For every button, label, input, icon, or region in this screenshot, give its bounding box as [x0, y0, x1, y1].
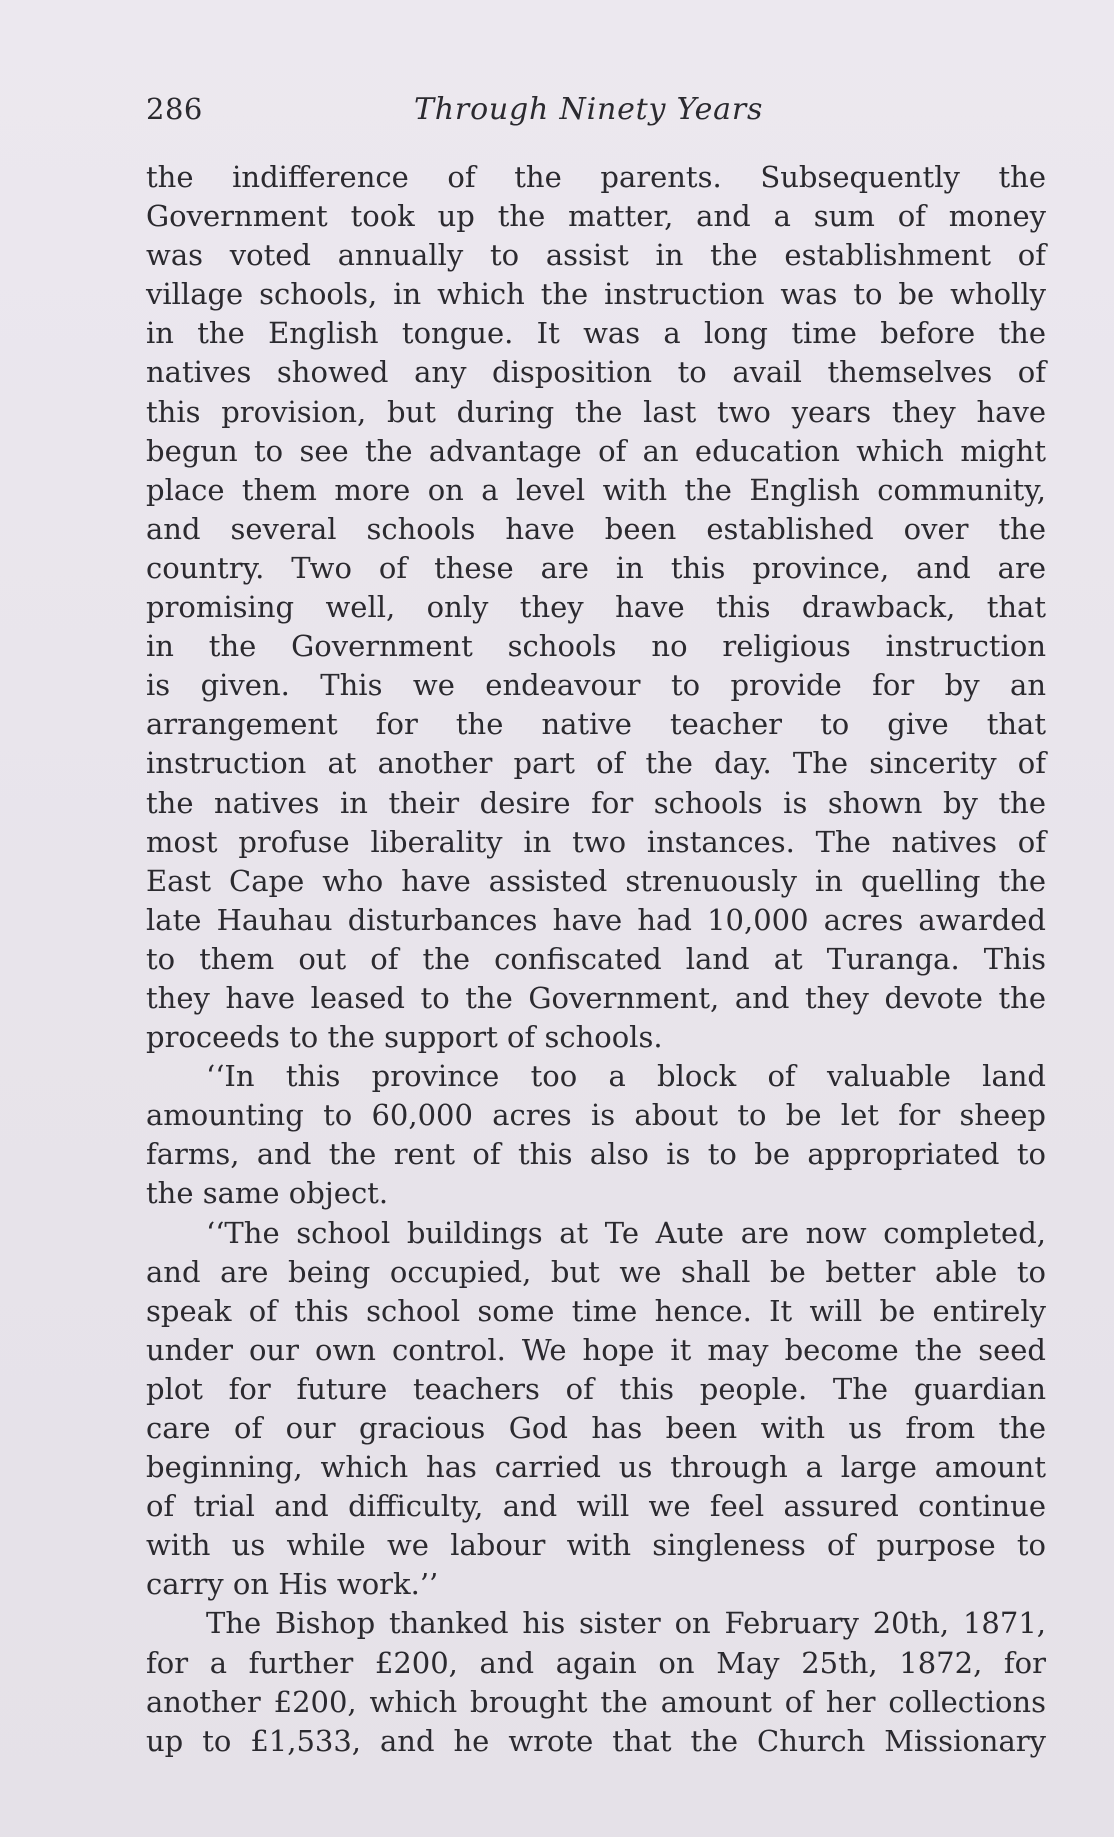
text-line: place them more on a level with the English community,: [146, 472, 1046, 507]
text-line: is given. This we endeavour to provide for by an: [146, 668, 1046, 703]
text-line: beginning, which has carried us through a large amount: [146, 1450, 1046, 1485]
text-line: natives showed any disposition to avail themselves of: [146, 355, 1046, 390]
text-line: begun to see the advantage of an education which might: [146, 433, 1046, 468]
text-line: most profuse liberality in two instances. The natives of: [146, 824, 1046, 859]
text-line: in the English tongue. It was a long time before the: [146, 316, 1046, 351]
text-line: late Hauhau disturbances have had 10,000 acres awarded: [146, 902, 1046, 937]
text-line: this provision, but during the last two years they have: [146, 394, 1046, 429]
text-line: another £200, which brought the amount of her collections: [146, 1684, 1046, 1719]
text-line-paragraph-start: ‘‘In this province too a block of valuable land: [206, 1059, 1046, 1094]
text-line: amounting to 60,000 acres is about to be let for sheep: [146, 1098, 1046, 1133]
text-line: arrangement for the native teacher to give that: [146, 707, 1046, 742]
page-number: 286: [146, 92, 203, 126]
text-line: and are being occupied, but we shall be better able to: [146, 1254, 1046, 1289]
text-line: farms, and the rent of this also is to be appropriated to: [146, 1137, 1046, 1172]
text-line: plot for future teachers of this people. The guardian: [146, 1371, 1046, 1406]
text-line: under our own control. We hope it may become the seed: [146, 1332, 1046, 1367]
text-line: and several schools have been established over the: [146, 511, 1046, 546]
text-line: of trial and difficulty, and will we feel assured continue: [146, 1489, 1046, 1524]
text-line: in the Government schools no religious instruction: [146, 629, 1046, 664]
text-line: care of our gracious God has been with us from the: [146, 1411, 1046, 1445]
text-line: was voted annually to assist in the establishment of: [146, 238, 1046, 273]
text-line: to them out of the confiscated land at Turanga. This: [146, 941, 1046, 976]
text-line: with us while we labour with singleness of purpose to: [146, 1528, 1046, 1563]
text-line-paragraph-start: ‘‘The school buildings at Te Aute are now completed,: [206, 1215, 1046, 1250]
text-line: for a further £200, and again on May 25th, 1872, for: [146, 1645, 1046, 1680]
text-line: instruction at another part of the day. The sincerity of: [146, 746, 1046, 781]
text-line-paragraph-end: the same object.: [146, 1176, 389, 1211]
text-line-paragraph-start: The Bishop thanked his sister on February 20th, 1871,: [206, 1606, 1046, 1641]
text-line-paragraph-end: proceeds to the support of schools.: [146, 1020, 663, 1055]
text-line: up to £1,533, and he wrote that the Church Missionary: [146, 1723, 1046, 1758]
text-line: speak of this school some time hence. It will be entirely: [146, 1293, 1046, 1328]
text-line: the indifference of the parents. Subsequently the: [146, 160, 1046, 194]
text-line: Government took up the matter, and a sum of money: [146, 199, 1046, 234]
text-line: village schools, in which the instruction was to be wholly: [146, 277, 1046, 312]
text-line: the natives in their desire for schools is shown by the: [146, 785, 1046, 820]
text-line: country. Two of these are in this province, and are: [146, 550, 1046, 585]
text-line: they have leased to the Government, and they devote the: [146, 980, 1046, 1015]
text-line-paragraph-end: carry on His work.’’: [146, 1567, 439, 1602]
page-header: [146, 92, 1046, 136]
body-text: [146, 158, 1046, 1761]
text-line: East Cape who have assisted strenuously in quelling the: [146, 863, 1046, 898]
text-line: promising well, only they have this drawback, that: [146, 590, 1046, 625]
running-title: Through Ninety Years: [414, 92, 764, 127]
